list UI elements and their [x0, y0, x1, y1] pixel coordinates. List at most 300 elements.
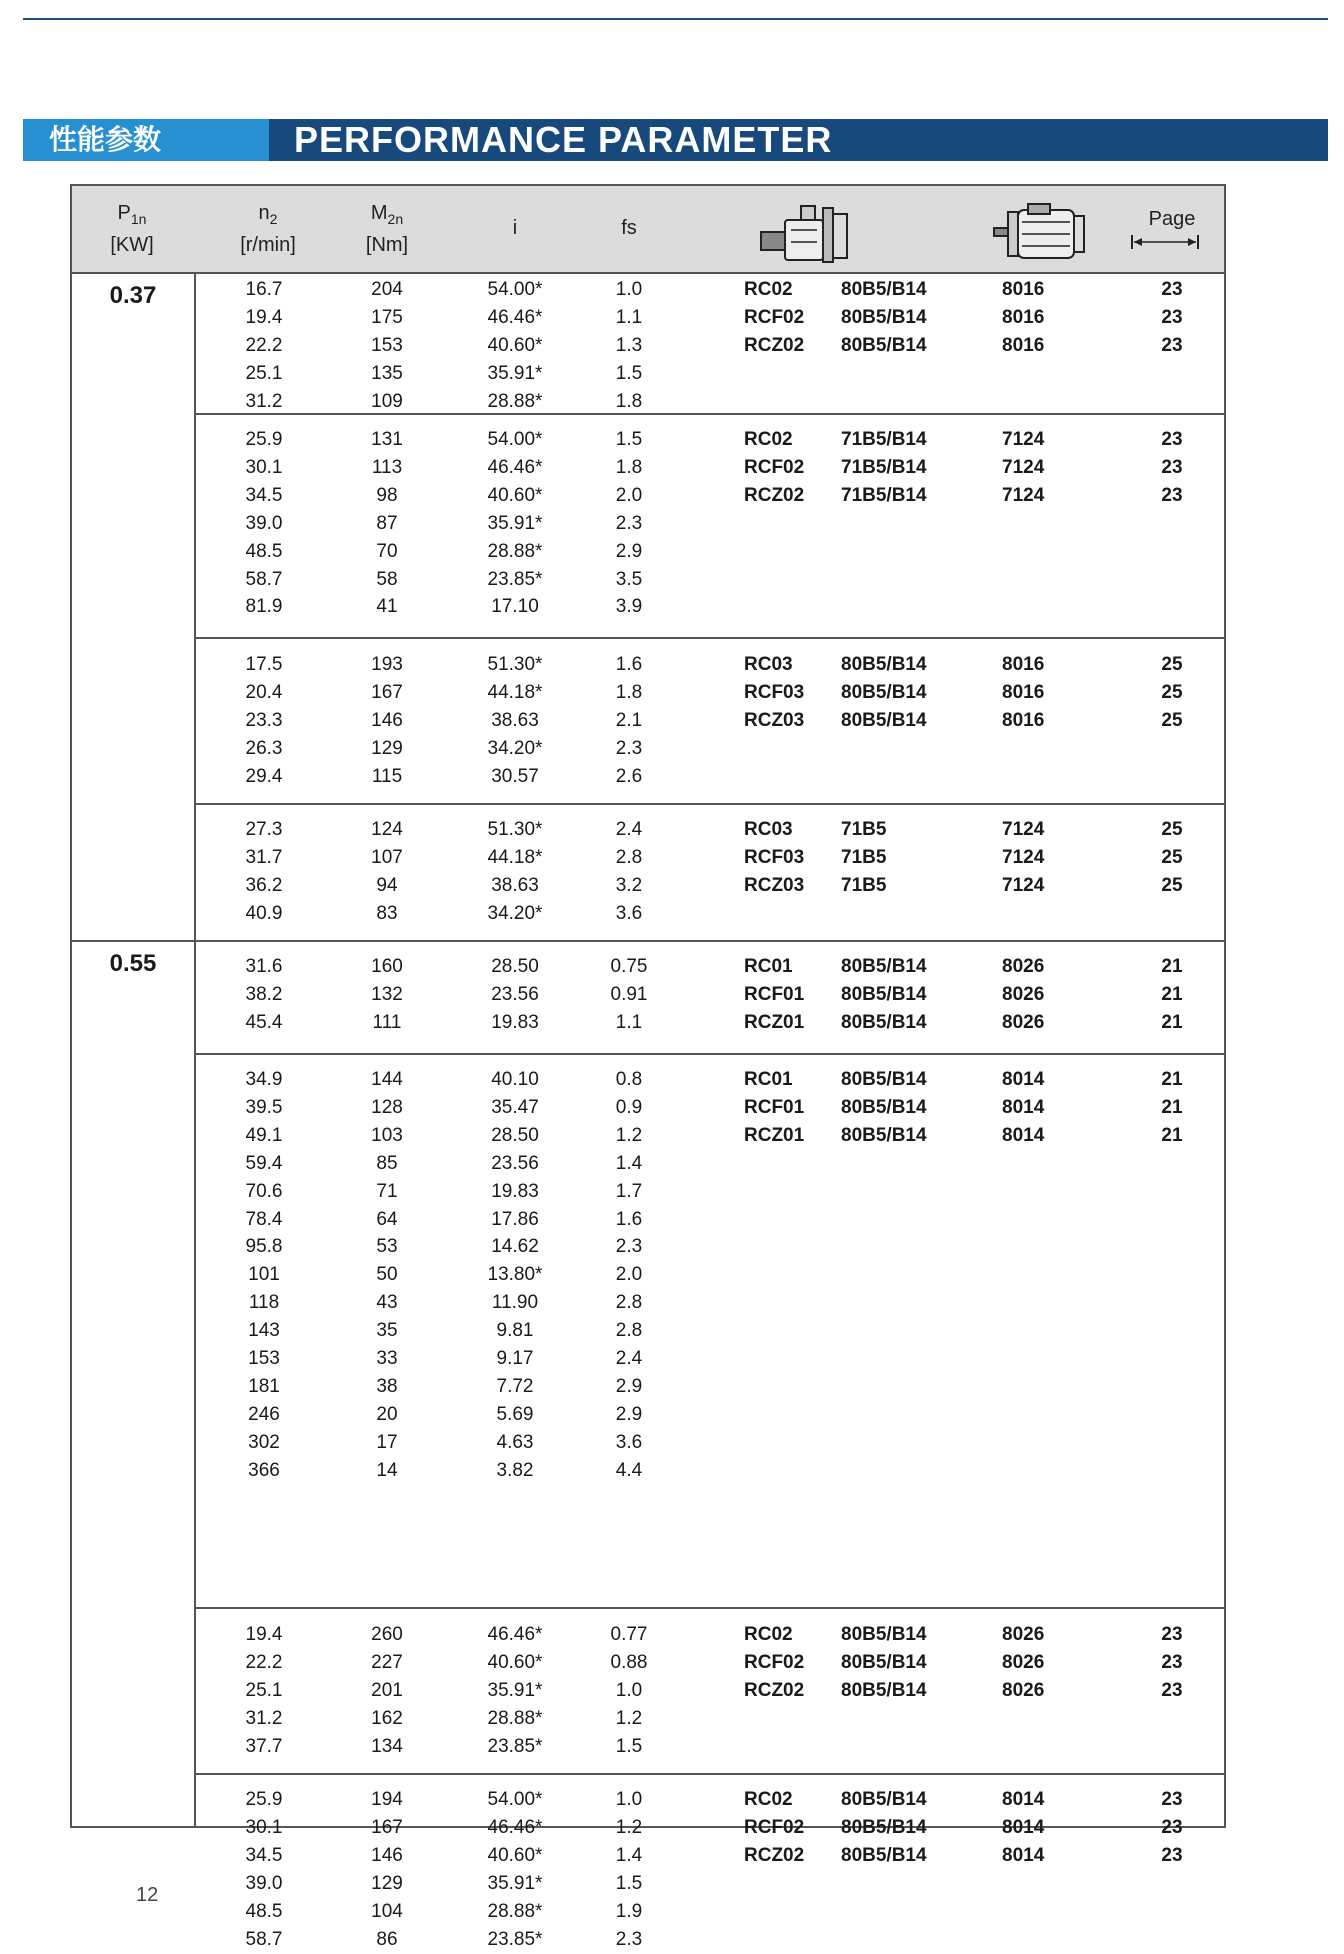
motor-code-cell: 8014 [1002, 1096, 1045, 1118]
output-torque-cell: 14 [376, 1459, 398, 1481]
output-speed-cell: 19.4 [245, 306, 283, 328]
catalog-page-cell: 23 [1161, 484, 1183, 506]
output-torque-cell: 20 [376, 1403, 398, 1425]
output-torque-cell: 201 [371, 1679, 403, 1701]
header-fs: fs [621, 217, 637, 239]
reducer-model-cell: RCF01 [744, 1096, 805, 1118]
table-row [72, 735, 1224, 763]
ratio-cell: 54.00* [487, 429, 543, 450]
service-factor-cell: 1.5 [615, 1735, 643, 1757]
service-factor-cell: 2.8 [615, 1292, 643, 1314]
reducer-model-cell: RC02 [744, 1789, 793, 1810]
motor-flange-cell: 80B5/B14 [841, 681, 927, 703]
motor-code-cell: 7124 [1002, 484, 1045, 506]
service-factor-cell: 1.0 [615, 1789, 643, 1810]
motor-flange-cell: 80B5/B14 [841, 983, 927, 1005]
output-speed-cell: 78.4 [245, 1208, 283, 1230]
motor-flange-cell: 80B5/B14 [841, 1124, 927, 1146]
output-torque-cell: 104 [371, 1900, 403, 1922]
output-torque-cell: 107 [371, 846, 403, 868]
output-torque-cell: 41 [376, 596, 398, 618]
table-row [72, 332, 1224, 360]
output-torque-cell: 162 [371, 1707, 403, 1729]
motor-flange-cell: 71B5 [841, 874, 887, 896]
output-speed-cell: 95.8 [245, 1236, 283, 1258]
table-row [72, 510, 1224, 538]
output-speed-cell: 143 [248, 1320, 280, 1342]
output-speed-cell: 246 [248, 1403, 280, 1425]
ratio-cell: 38.63 [491, 709, 539, 731]
table-row [72, 1066, 1224, 1094]
service-factor-cell: 3.2 [615, 874, 643, 896]
ratio-cell: 44.18* [487, 681, 543, 703]
ratio-cell: 35.91* [487, 1679, 543, 1701]
output-speed-cell: 19.4 [245, 1624, 283, 1645]
output-torque-cell: 128 [371, 1096, 403, 1118]
motor-code-cell: 7124 [1002, 819, 1045, 840]
output-torque-cell: 124 [371, 819, 403, 840]
table-row [72, 593, 1224, 621]
row-group-divider [196, 1607, 1224, 1609]
output-torque-cell: 98 [376, 484, 398, 506]
output-torque-cell: 193 [371, 654, 403, 675]
catalog-page-cell: 23 [1161, 1789, 1183, 1810]
banner-title-en: PERFORMANCE PARAMETER [269, 119, 1328, 161]
table-row [72, 1457, 1224, 1485]
header-m2n-unit: [Nm] [365, 234, 409, 256]
table-row [72, 1429, 1224, 1457]
header-n2-subscript: 2 [269, 211, 278, 227]
row-group-divider [196, 637, 1224, 639]
output-speed-cell: 81.9 [245, 596, 283, 618]
reducer-model-cell: RCZ01 [744, 1011, 805, 1033]
reducer-model-cell: RCZ03 [744, 709, 805, 731]
output-torque-cell: 70 [376, 540, 398, 562]
table-row [72, 816, 1224, 844]
service-factor-cell: 2.3 [615, 512, 643, 534]
service-factor-cell: 1.4 [615, 1844, 643, 1866]
catalog-page-cell: 21 [1161, 1124, 1183, 1146]
service-factor-cell: 1.8 [615, 456, 643, 478]
table-row [72, 1401, 1224, 1429]
output-torque-cell: 86 [376, 1928, 398, 1950]
output-torque-cell: 64 [376, 1208, 398, 1230]
table-row [72, 1733, 1224, 1761]
reducer-model-cell: RCF03 [744, 681, 805, 703]
output-speed-cell: 25.9 [245, 429, 283, 450]
reducer-model-cell: RCF02 [744, 1651, 805, 1673]
ratio-cell: 40.60* [487, 484, 543, 506]
table-row [72, 679, 1224, 707]
motor-code-cell: 7124 [1002, 456, 1045, 478]
table-row [72, 1261, 1224, 1289]
output-torque-cell: 167 [371, 681, 403, 703]
ratio-cell: 9.81 [496, 1320, 534, 1342]
banner-title-cn: 性能参数 [23, 119, 269, 161]
reducer-model-cell: RC02 [744, 1624, 793, 1645]
row-group-divider [196, 1773, 1224, 1775]
table-row [72, 454, 1224, 482]
motor-flange-cell: 80B5/B14 [841, 709, 927, 731]
output-speed-cell: 302 [248, 1431, 280, 1453]
motor-flange-cell: 80B5/B14 [841, 1651, 927, 1673]
page-width-arrow-icon [1130, 234, 1200, 250]
ratio-cell: 34.20* [487, 737, 543, 759]
table-row [72, 707, 1224, 735]
motor-flange-cell: 80B5/B14 [841, 306, 927, 328]
table-row [72, 482, 1224, 510]
output-speed-cell: 70.6 [245, 1180, 283, 1202]
output-speed-cell: 37.7 [245, 1735, 283, 1757]
output-speed-cell: 39.0 [245, 512, 283, 534]
output-speed-cell: 36.2 [245, 874, 283, 896]
service-factor-cell: 0.9 [615, 1096, 643, 1118]
table-row [72, 1206, 1224, 1234]
service-factor-cell: 1.7 [615, 1180, 643, 1202]
output-torque-cell: 167 [371, 1816, 403, 1838]
motor-flange-cell: 80B5/B14 [841, 1844, 927, 1866]
ratio-cell: 35.91* [487, 1872, 543, 1894]
output-torque-cell: 58 [376, 568, 398, 590]
motor-flange-cell: 80B5/B14 [841, 1789, 927, 1810]
ratio-cell: 7.72 [496, 1375, 534, 1397]
motor-flange-cell: 71B5/B14 [841, 456, 927, 478]
output-speed-cell: 34.9 [245, 1069, 283, 1090]
output-torque-cell: 94 [376, 874, 398, 896]
service-factor-cell: 2.3 [615, 1236, 643, 1258]
catalog-page-cell: 23 [1161, 1816, 1183, 1838]
output-speed-cell: 31.6 [245, 956, 283, 977]
catalog-page-cell: 25 [1161, 874, 1183, 896]
table-row [72, 1317, 1224, 1345]
motor-flange-cell: 80B5/B14 [841, 1096, 927, 1118]
reducer-model-cell: RC01 [744, 1069, 793, 1090]
service-factor-cell: 4.4 [615, 1459, 643, 1481]
row-group-divider [72, 940, 1224, 942]
output-torque-cell: 144 [371, 1069, 403, 1090]
reducer-model-cell: RCZ03 [744, 874, 805, 896]
header-m2n-subscript: 2n [387, 211, 404, 227]
table-row [72, 1814, 1224, 1842]
output-speed-cell: 48.5 [245, 540, 283, 562]
motor-code-cell: 8014 [1002, 1844, 1045, 1866]
table-row [72, 1786, 1224, 1814]
motor-code-cell: 8014 [1002, 1816, 1045, 1838]
motor-flange-cell: 80B5/B14 [841, 279, 927, 300]
ratio-cell: 28.50 [491, 1124, 539, 1146]
service-factor-cell: 0.77 [610, 1624, 648, 1645]
ratio-cell: 46.46* [487, 1624, 543, 1645]
header-p1n-unit: [KW] [110, 234, 154, 256]
output-torque-cell: 87 [376, 512, 398, 534]
header-m2n [342, 200, 432, 258]
ratio-cell: 40.60* [487, 334, 543, 356]
output-torque-cell: 109 [371, 390, 403, 412]
output-torque-cell: 134 [371, 1735, 403, 1757]
output-torque-cell: 113 [371, 456, 403, 478]
service-factor-cell: 1.0 [615, 279, 643, 300]
reducer-model-cell: RCZ02 [744, 1679, 805, 1701]
table-row [72, 844, 1224, 872]
ratio-cell: 40.10 [491, 1069, 539, 1090]
motor-flange-cell: 80B5/B14 [841, 1816, 927, 1838]
catalog-page-cell: 23 [1161, 1679, 1183, 1701]
output-torque-cell: 146 [371, 1844, 403, 1866]
output-speed-cell: 45.4 [245, 1011, 283, 1033]
top-rule [23, 18, 1328, 20]
performance-table [70, 184, 1226, 1950]
ratio-cell: 46.46* [487, 1816, 543, 1838]
table-row [72, 872, 1224, 900]
motor-code-cell: 8014 [1002, 1069, 1045, 1090]
catalog-page-cell: 23 [1161, 306, 1183, 328]
table-row [72, 566, 1224, 594]
output-torque-cell: 43 [376, 1292, 398, 1314]
service-factor-cell: 2.9 [615, 540, 643, 562]
ratio-cell: 19.83 [491, 1011, 539, 1033]
output-speed-cell: 34.5 [245, 484, 283, 506]
motor-code-cell: 8016 [1002, 306, 1045, 328]
motor-flange-cell: 80B5/B14 [841, 334, 927, 356]
catalog-page-cell: 21 [1161, 1096, 1183, 1118]
service-factor-cell: 1.5 [615, 1872, 643, 1894]
output-speed-cell: 27.3 [245, 819, 283, 840]
reducer-model-cell: RCZ02 [744, 484, 805, 506]
motor-code-cell: 8026 [1002, 1011, 1045, 1033]
reducer-model-cell: RC03 [744, 654, 793, 675]
reducer-model-cell: RCF02 [744, 456, 805, 478]
reducer-model-cell: RCF02 [744, 1816, 805, 1838]
table-row [72, 388, 1224, 416]
output-speed-cell: 58.7 [245, 568, 283, 590]
output-speed-cell: 29.4 [245, 765, 283, 787]
catalog-page-cell: 23 [1161, 1844, 1183, 1866]
motor-code-cell: 8016 [1002, 681, 1045, 703]
service-factor-cell: 1.1 [615, 306, 643, 328]
ratio-cell: 28.88* [487, 390, 543, 412]
row-group-divider [196, 803, 1224, 805]
service-factor-cell: 2.4 [615, 1348, 643, 1369]
ratio-cell: 46.46* [487, 306, 543, 328]
motor-flange-cell: 80B5/B14 [841, 1624, 927, 1645]
output-torque-cell: 33 [376, 1348, 398, 1369]
service-factor-cell: 1.0 [615, 1679, 643, 1701]
output-speed-cell: 39.0 [245, 1872, 283, 1894]
service-factor-cell: 1.1 [615, 1011, 643, 1033]
catalog-page-cell: 23 [1161, 1624, 1183, 1645]
table-row [72, 981, 1224, 1009]
reducer-model-cell: RCZ02 [744, 1844, 805, 1866]
table-row [72, 1621, 1224, 1649]
service-factor-cell: 1.2 [615, 1707, 643, 1729]
output-speed-cell: 25.1 [245, 362, 283, 384]
motor-flange-cell: 80B5/B14 [841, 1069, 927, 1090]
table-row [72, 651, 1224, 679]
motor-code-cell: 8016 [1002, 279, 1045, 300]
ratio-cell: 51.30* [487, 819, 543, 840]
catalog-page-cell: 25 [1161, 654, 1183, 675]
output-torque-cell: 135 [371, 362, 403, 384]
output-speed-cell: 181 [248, 1375, 280, 1397]
table-row [72, 953, 1224, 981]
catalog-page-cell: 23 [1161, 1651, 1183, 1673]
table-row [72, 426, 1224, 454]
motor-code-cell: 8016 [1002, 334, 1045, 356]
output-speed-cell: 23.3 [245, 709, 283, 731]
output-torque-cell: 35 [376, 1320, 398, 1342]
service-factor-cell: 3.9 [615, 596, 643, 618]
table-row [72, 1898, 1224, 1926]
service-factor-cell: 1.2 [615, 1816, 643, 1838]
table-row [72, 763, 1224, 791]
motor-code-cell: 7124 [1002, 874, 1045, 896]
ratio-cell: 23.85* [487, 1928, 543, 1950]
catalog-page-cell: 25 [1161, 819, 1183, 840]
ratio-cell: 40.60* [487, 1844, 543, 1866]
ratio-cell: 46.46* [487, 456, 543, 478]
output-speed-cell: 118 [248, 1292, 280, 1314]
output-speed-cell: 26.3 [245, 737, 283, 759]
service-factor-cell: 2.6 [615, 765, 643, 787]
motor-code-cell: 8016 [1002, 709, 1045, 731]
motor-flange-cell: 71B5 [841, 819, 887, 840]
output-speed-cell: 59.4 [245, 1152, 283, 1174]
output-torque-cell: 83 [376, 902, 398, 924]
service-factor-cell: 3.5 [615, 568, 643, 590]
output-torque-cell: 111 [372, 1011, 402, 1033]
reducer-model-cell: RC01 [744, 956, 793, 977]
service-factor-cell: 2.0 [615, 1264, 643, 1286]
ratio-cell: 17.10 [491, 596, 539, 618]
output-torque-cell: 129 [371, 737, 403, 759]
output-torque-cell: 204 [371, 279, 403, 300]
service-factor-cell: 1.5 [615, 362, 643, 384]
reducer-model-cell: RC02 [744, 429, 793, 450]
table-row [72, 1345, 1224, 1373]
output-torque-cell: 71 [376, 1180, 398, 1202]
motor-flange-cell: 71B5 [841, 846, 887, 868]
motor-code-cell: 8016 [1002, 654, 1045, 675]
ratio-cell: 5.69 [496, 1403, 534, 1425]
output-speed-cell: 31.2 [245, 390, 283, 412]
service-factor-cell: 1.4 [615, 1152, 643, 1174]
catalog-page-cell: 21 [1161, 983, 1183, 1005]
catalog-page-cell: 21 [1161, 956, 1183, 977]
output-speed-cell: 49.1 [245, 1124, 283, 1146]
motor-flange-cell: 71B5/B14 [841, 484, 927, 506]
output-speed-cell: 34.5 [245, 1844, 283, 1866]
ratio-cell: 40.60* [487, 1651, 543, 1673]
ratio-cell: 14.62 [491, 1236, 539, 1258]
motor-code-cell: 7124 [1002, 429, 1045, 450]
service-factor-cell: 2.3 [615, 737, 643, 759]
output-speed-cell: 30.1 [245, 1816, 283, 1838]
table-header [72, 186, 1224, 274]
ratio-cell: 28.88* [487, 540, 543, 562]
catalog-page-cell: 21 [1161, 1069, 1183, 1090]
output-speed-cell: 25.9 [245, 1789, 283, 1810]
ratio-cell: 28.50 [491, 956, 539, 977]
header-n2 [218, 200, 318, 258]
reducer-model-cell: RCZ02 [744, 334, 805, 356]
reducer-model-cell: RCZ01 [744, 1124, 805, 1146]
output-torque-cell: 85 [376, 1152, 398, 1174]
table-row [72, 1094, 1224, 1122]
ratio-cell: 30.57 [491, 765, 539, 787]
service-factor-cell: 1.9 [615, 1900, 643, 1922]
service-factor-cell: 2.1 [615, 709, 643, 731]
service-factor-cell: 0.88 [610, 1651, 648, 1673]
ratio-cell: 11.90 [491, 1292, 539, 1314]
catalog-page-cell: 25 [1161, 846, 1183, 868]
table-row [72, 538, 1224, 566]
output-torque-cell: 175 [371, 306, 403, 328]
service-factor-cell: 1.5 [615, 429, 643, 450]
output-torque-cell: 260 [371, 1624, 403, 1645]
table-row [72, 1009, 1224, 1037]
service-factor-cell: 1.3 [615, 334, 643, 356]
service-factor-cell: 1.8 [615, 681, 643, 703]
service-factor-cell: 1.2 [615, 1124, 643, 1146]
service-factor-cell: 1.8 [615, 390, 643, 412]
table-row [72, 1150, 1224, 1178]
motor-code-cell: 8014 [1002, 1124, 1045, 1146]
table-row [72, 1373, 1224, 1401]
motor-flange-cell: 80B5/B14 [841, 1679, 927, 1701]
service-factor-cell: 2.8 [615, 1320, 643, 1342]
output-speed-cell: 40.9 [245, 902, 283, 924]
service-factor-cell: 2.4 [615, 819, 643, 840]
motor-code-cell: 8026 [1002, 1679, 1045, 1701]
output-speed-cell: 366 [248, 1459, 280, 1481]
ratio-cell: 38.63 [491, 874, 539, 896]
output-speed-cell: 31.7 [245, 846, 283, 868]
power-value: 0.37 [109, 282, 157, 309]
table-row [72, 1122, 1224, 1150]
ratio-cell: 28.88* [487, 1900, 543, 1922]
table-row [72, 1233, 1224, 1261]
ratio-cell: 23.56 [491, 1152, 539, 1174]
output-torque-cell: 153 [371, 334, 403, 356]
page-number: 12 [136, 1884, 159, 1906]
motor-flange-cell: 71B5/B14 [841, 429, 927, 450]
table-row [72, 1926, 1224, 1954]
motor-code-cell: 7124 [1002, 846, 1045, 868]
output-speed-cell: 30.1 [245, 456, 283, 478]
reducer-model-cell: RC03 [744, 819, 793, 840]
motor-flange-cell: 80B5/B14 [841, 654, 927, 675]
motor-icon [992, 202, 1092, 264]
catalog-page-cell: 23 [1161, 429, 1183, 450]
service-factor-cell: 2.3 [615, 1928, 643, 1950]
output-speed-cell: 20.4 [245, 681, 283, 703]
ratio-cell: 28.88* [487, 1707, 543, 1729]
output-speed-cell: 16.7 [245, 279, 283, 300]
service-factor-cell: 1.6 [615, 1208, 643, 1230]
reducer-model-cell: RCF02 [744, 306, 805, 328]
power-value: 0.55 [109, 950, 157, 977]
output-torque-cell: 50 [376, 1264, 398, 1286]
motor-code-cell: 8026 [1002, 956, 1045, 977]
ratio-cell: 23.56 [491, 983, 539, 1005]
catalog-page-cell: 25 [1161, 681, 1183, 703]
ratio-cell: 13.80* [487, 1264, 543, 1286]
header-p1n [92, 200, 172, 258]
output-speed-cell: 17.5 [245, 654, 283, 675]
output-torque-cell: 227 [371, 1651, 403, 1673]
output-speed-cell: 31.2 [245, 1707, 283, 1729]
gear-reducer-icon [757, 202, 857, 264]
